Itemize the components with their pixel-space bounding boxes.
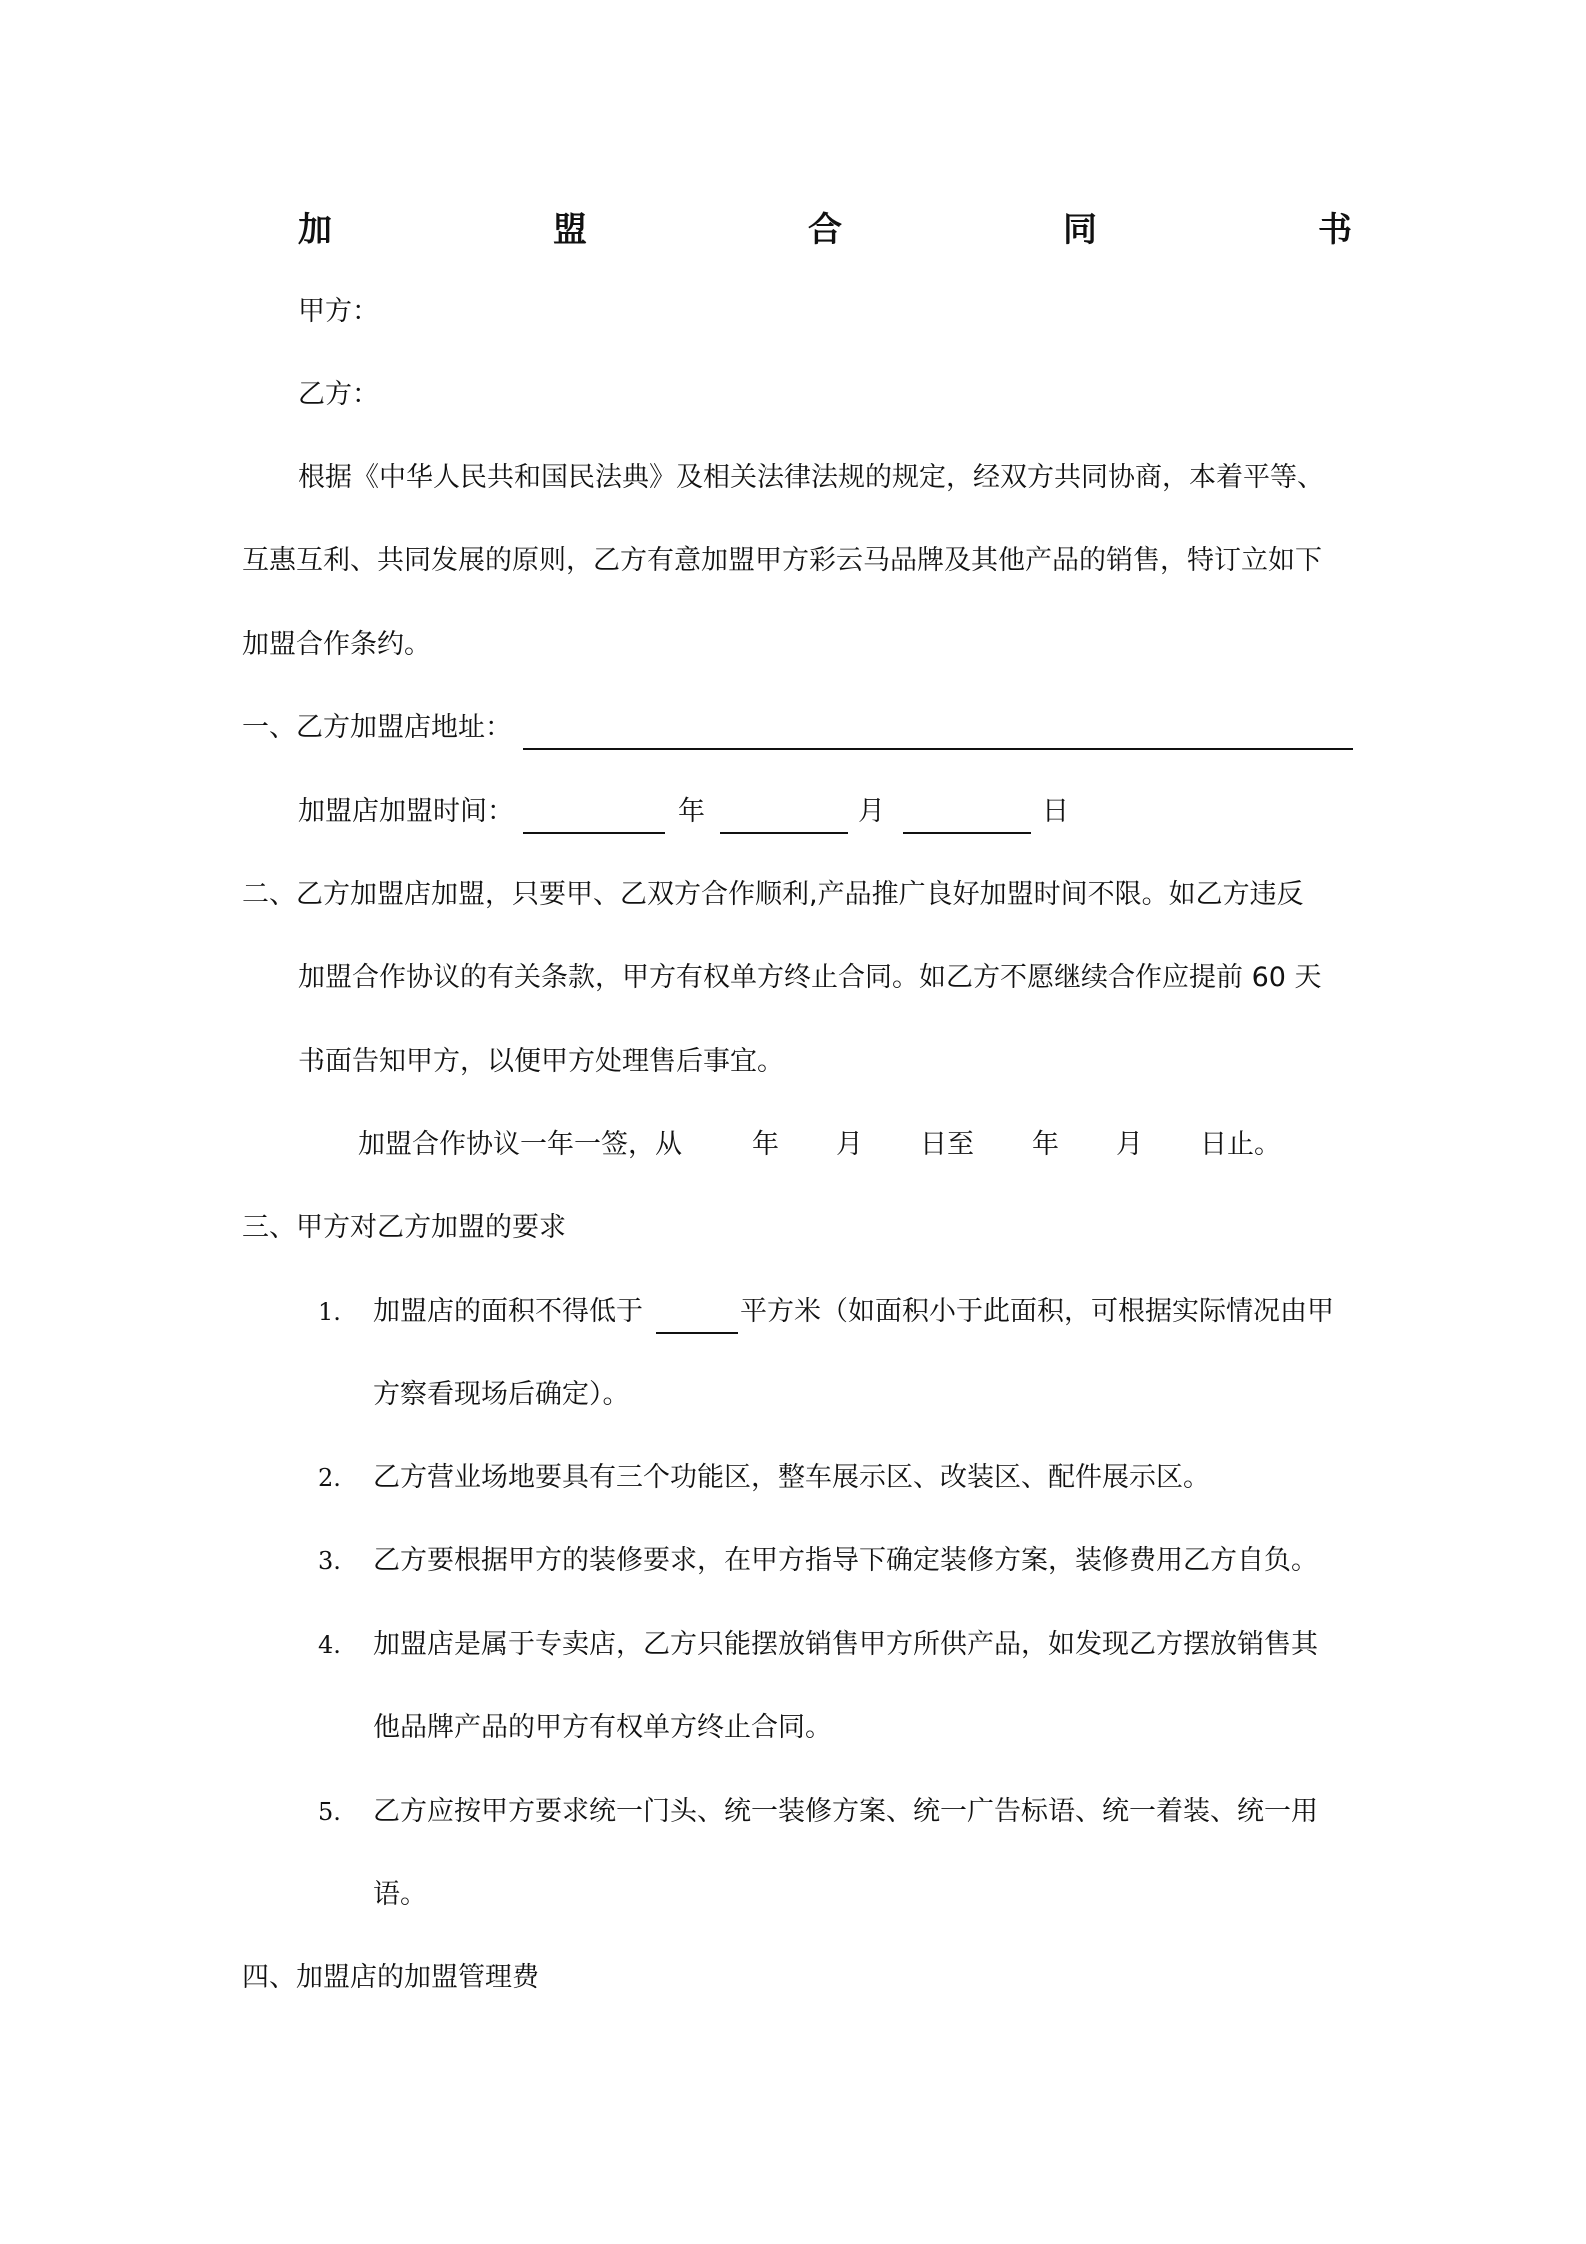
item-1-text-b: 平方米（如面积小于此面积，可根据实际情况由甲: [740, 1296, 1334, 1327]
item-1-number: 1.: [318, 1298, 341, 1326]
item-3-text: 乙方要根据甲方的装修要求，在甲方指导下确定装修方案，装修费用乙方自负。: [373, 1545, 1318, 1576]
area-blank[interactable]: [656, 1332, 738, 1334]
section-1-address-row: [242, 708, 512, 748]
section-2-line-2: 加盟合作协议的有关条款，甲方有权单方终止合同。如乙方不愿继续合作应提前 60 天: [298, 962, 1322, 993]
section-2-line-1: 二、乙方加盟店加盟，只要甲、乙双方合作顺利,产品推广良好加盟时间不限。如乙方违反: [242, 879, 1304, 910]
item-4-line-1: 加盟店是属于专卖店，乙方只能摆放销售甲方所供产品，如发现乙方摆放销售其: [373, 1629, 1318, 1660]
item-2-number: 2.: [318, 1464, 341, 1492]
year-blank[interactable]: [523, 832, 665, 834]
month-label: 月: [858, 796, 885, 827]
item-4-line-2: 他品牌产品的甲方有权单方终止合同。: [373, 1712, 832, 1743]
section-1-address-label: 一、乙方加盟店地址：: [242, 712, 512, 743]
time-label: 加盟店加盟时间：: [298, 796, 514, 827]
intro-line-2: 互惠互利、共同发展的原则，乙方有意加盟甲方彩云马品牌及其他产品的销售，特订立如下: [242, 545, 1322, 576]
section-4-heading: 四、加盟店的加盟管理费: [242, 1962, 539, 1993]
party-b-label: 乙方：: [298, 379, 379, 410]
section-2-line-3: 书面告知甲方，以便甲方处理售后事宜。: [298, 1046, 784, 1077]
title-char-3: 合: [808, 210, 842, 250]
item-4-number: 4.: [318, 1631, 341, 1659]
term-prefix: 加盟合作协议一年一签，从: [358, 1129, 682, 1160]
day-blank[interactable]: [903, 832, 1031, 834]
day-label: 日: [1042, 796, 1069, 827]
item-5-line-2: 语。: [373, 1879, 427, 1910]
term-end: 日止。: [1200, 1129, 1281, 1160]
term-year-1: 年: [752, 1129, 779, 1160]
year-label: 年: [678, 796, 705, 827]
title-char-2: 盟: [553, 210, 587, 250]
term-year-2: 年: [1032, 1129, 1059, 1160]
item-3-number: 3.: [318, 1547, 341, 1575]
title-char-1: 加: [298, 210, 332, 250]
item-5-number: 5.: [318, 1798, 341, 1826]
intro-line-1: 根据《中华人民共和国民法典》及相关法律法规的规定，经双方共同协商，本着平等、: [298, 462, 1324, 493]
term-month-1: 月: [836, 1129, 863, 1160]
term-day-to: 日至: [920, 1129, 974, 1160]
item-5-line-1: 乙方应按甲方要求统一门头、统一装修方案、统一广告标语、统一着装、统一用: [373, 1796, 1318, 1827]
month-blank[interactable]: [720, 832, 848, 834]
title-char-5: 书: [1318, 210, 1352, 250]
party-a-label: 甲方：: [298, 296, 379, 327]
address-blank[interactable]: [523, 748, 1353, 750]
term-month-2: 月: [1116, 1129, 1143, 1160]
title-char-4: 同: [1063, 210, 1097, 250]
section-3-heading: 三、甲方对乙方加盟的要求: [242, 1212, 566, 1243]
item-1-text-a: 加盟店的面积不得低于: [373, 1296, 643, 1327]
document-title: [298, 207, 1352, 253]
item-2-text: 乙方营业场地要具有三个功能区，整车展示区、改装区、配件展示区。: [373, 1462, 1210, 1493]
section-1-time-row: [298, 792, 514, 832]
intro-line-3: 加盟合作条约。: [242, 629, 431, 660]
item-1-line-2: 方察看现场后确定）。: [373, 1379, 630, 1410]
